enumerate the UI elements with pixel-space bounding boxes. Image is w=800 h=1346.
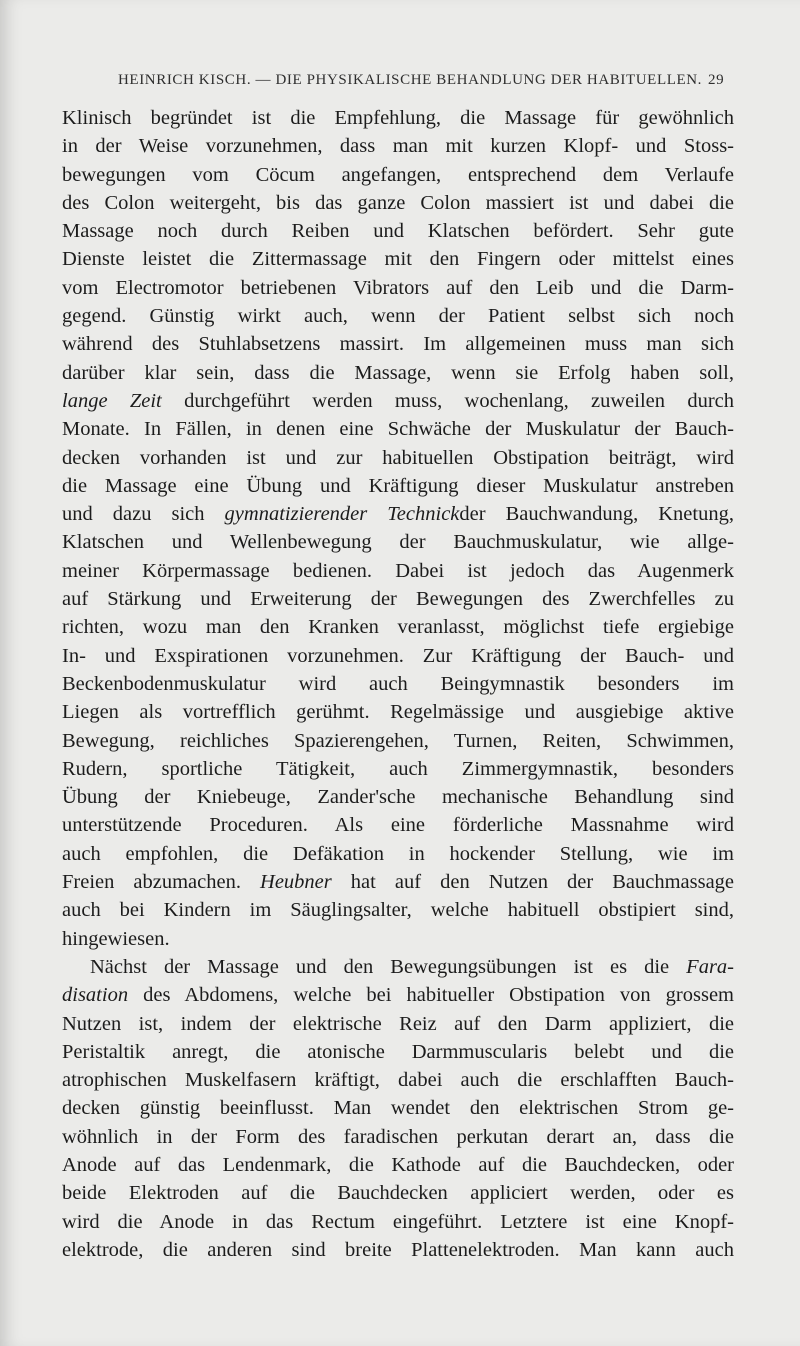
text-line: decken vorhanden ist und zur habituellen Obstipation beiträgt, wird [62, 446, 734, 469]
text-line: Klinisch begründet ist die Empfehlung, die Massage für gewöhnlich [62, 107, 734, 129]
text-line: vom Electromotor betriebenen Vibrators auf den Leib und die Darm- [62, 276, 734, 299]
text-line: bewegungen vom Cöcum angefangen, entsprechend dem Verlaufe [62, 163, 734, 186]
body-text [62, 104, 734, 1264]
text-segment: Freien abzumachen. [62, 871, 241, 894]
text-segment [241, 871, 260, 893]
page-number: 29 [708, 72, 725, 88]
text-line [62, 868, 734, 896]
text-line: elektrode, die anderen sind breite Plattenelektroden. Man kann auch [62, 1238, 734, 1261]
emphasis-faradisation-cont: disation [62, 984, 129, 1007]
text-line [62, 981, 734, 1009]
text-line: meiner Körpermassage bedienen. Dabei ist jedoch das Augenmerk [62, 559, 734, 582]
text-line: in der Weise vorzunehmen, dass man mit kurzen Klopf- und Stoss- [62, 135, 734, 158]
text-line: wird die Anode in das Rectum eingeführt. Letztere ist eine Knopf- [62, 1210, 734, 1233]
text-line [62, 500, 734, 528]
text-line: Bewegung, reichliches Spazierengehen, Turnen, Reiten, Schwimmen, [62, 729, 734, 752]
text-line: Nutzen ist, indem der elektrische Reiz auf den Darm appliziert, die [62, 1012, 734, 1035]
text-segment: durchgeführt werden muss, wochenlang, zuweilen durch [161, 389, 734, 412]
text-line: darüber klar sein, dass die Massage, wenn sie Erfolg haben soll, [62, 361, 734, 384]
text-line: Übung der Kniebeuge, Zander'sche mechanische Behandlung sind [62, 786, 734, 809]
emphasis-lange-zeit: lange Zeit [62, 389, 162, 412]
text-line: gegend. Günstig wirkt auch, wenn der Patient selbst sich noch [62, 305, 734, 328]
emphasis-gymnatizierender-technick: gymnatizierender Technick [224, 503, 460, 526]
text-line: In- und Exspirationen vorzunehmen. Zur Kräftigung der Bauch- und [62, 644, 734, 667]
text-line: atrophischen Muskelfasern kräftigt, dabei auch die erschlafften Bauch- [62, 1069, 734, 1092]
text-line: Peristaltik anregt, die atonische Darmmuscularis belebt und die [62, 1040, 734, 1063]
text-line: Liegen als vortrefflich gerühmt. Regelmässige und ausgiebige aktive [62, 701, 734, 724]
text-line: hingewiesen. [62, 927, 170, 950]
text-line [62, 387, 734, 415]
text-line: unterstützende Proceduren. Als eine förderliche Massnahme wird [62, 814, 734, 837]
text-line: Rudern, sportliche Tätigkeit, auch Zimmergymnastik, besonders [62, 757, 734, 780]
text-segment: Nächst der Massage und den Bewegungsübungen ist es die [90, 955, 687, 978]
text-line: auch empfohlen, die Defäkation in hockender Stellung, wie im [62, 842, 734, 865]
text-line: auch bei Kindern im Säuglingsalter, welche habituell obstipiert sind, [62, 899, 734, 922]
text-line: Monate. In Fällen, in denen eine Schwäche der Muskulatur der Bauch- [62, 418, 734, 441]
text-segment: des Abdomens, welche bei habitueller Obstipation von grossem [128, 984, 734, 1007]
text-line: während des Stuhlabsetzens massirt. Im allgemeinen muss man sich [62, 333, 734, 356]
text-line: beide Elektroden auf die Bauchdecken appliciert werden, oder es [62, 1182, 734, 1205]
emphasis-faradisation: Fara- [686, 955, 734, 978]
emphasis-heubner: Heubner [260, 871, 332, 894]
text-line: Massage noch durch Reiben und Klatschen befördert. Sehr gute [62, 220, 734, 243]
text-line: Dienste leistet die Zittermassage mit den Fingern oder mittelst eines [62, 248, 734, 271]
text-line: Klatschen und Wellenbewegung der Bauchmuskulatur, wie allge- [62, 531, 734, 554]
text-line: Anode auf das Lendenmark, die Kathode auf die Bauchdecken, oder [62, 1153, 734, 1176]
text-line: wöhnlich in der Form des faradischen perkutan derart an, dass die [62, 1125, 734, 1148]
text-segment: hat auf den Nutzen der Bauchmassage [331, 871, 735, 894]
text-line: auf Stärkung und Erweiterung der Bewegungen des Zwerchfelles zu [62, 588, 734, 611]
text-line: richten, wozu man den Kranken veranlasst, möglichst tiefe ergiebige [62, 616, 734, 639]
text-line [62, 953, 734, 981]
text-line: Beckenbodenmuskulatur wird auch Beingymnastik besonders im [62, 672, 734, 695]
text-line: des Colon weitergeht, bis das ganze Colon massiert ist und dabei die [62, 191, 734, 214]
running-title: HEINRICH KISCH. — DIE PHYSIKALISCHE BEHANDLUNG DER HABITUELLEN. [118, 72, 703, 88]
text-segment: der Bauchwandung, Knetung, [459, 503, 734, 526]
text-line: decken günstig beeinflusst. Man wendet den elektrischen Strom ge- [62, 1097, 734, 1120]
text-line: die Massage eine Übung und Kräftigung dieser Muskulatur anstreben [62, 474, 734, 497]
text-segment: und dazu sich [62, 503, 225, 526]
